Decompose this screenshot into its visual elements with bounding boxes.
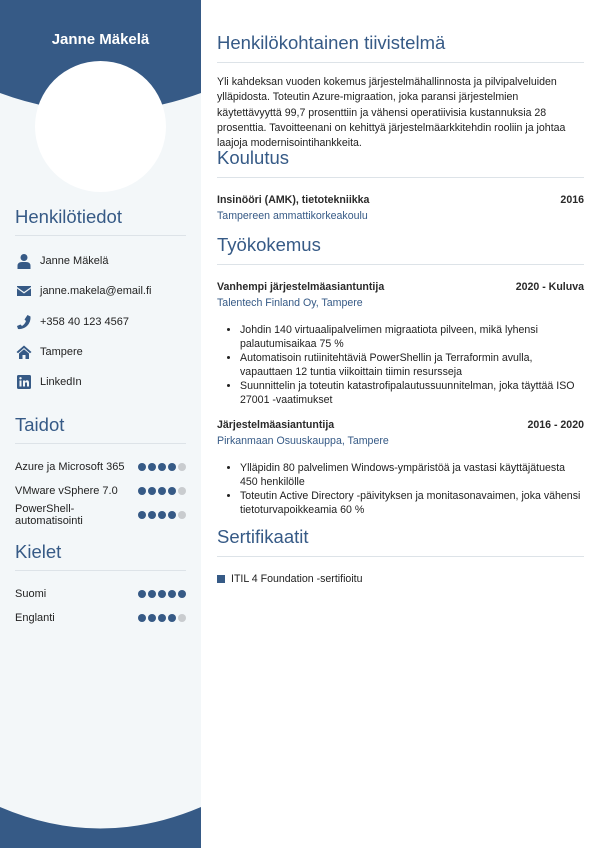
skill-rating [138,463,186,471]
education-title: Koulutus [217,147,584,178]
summary-text: Yli kahdeksan vuoden kokemus järjestelmähallinnosta ja pilvipalveluiden ylläpidosta. Toteutin Azure-migraation, joka paransi järjestelmien käytettävyyttä 99,7 prosenttiin ja vähensi operatiivisia kustannuksia 28 prosenttia. Tavoitteenani on kehittyä järjestelmäarkkitehdin rooliin ja johtaa laajoja modernisointihankkeita. [217,76,566,150]
contact-email[interactable] [15,276,186,306]
contact-linkedin-text[interactable]: LinkedIn [40,376,82,389]
contact-linkedin[interactable] [15,367,186,397]
skills-section [15,414,186,527]
education-school: Tampereen ammattikorkeakoulu [217,210,368,222]
experience-period: 2020 - Kuluva [515,281,584,293]
contact-location [15,337,186,367]
footer-wave-shape [0,790,201,848]
certificate-text: ITIL 4 Foundation -sertifioitu [231,573,363,585]
experience-bullets [217,323,584,407]
languages-section [15,541,186,630]
personal-info-section [15,206,186,397]
skill-rating [138,511,186,519]
phone-icon [15,313,32,330]
skill-label: PowerShell-automatisointi [15,503,83,527]
certificates-title: Sertifikaatit [217,526,584,557]
contact-name [15,246,186,276]
certificates-section [217,526,584,585]
education-year: 2016 [560,194,584,206]
experience-role: Vanhempi järjestelmäasiantuntija [217,281,385,293]
certificate-item [217,573,584,585]
bullet-item: • Ylläpidin 80 palvelimen Windows-ympäristöä ja vastasi käyttäjätuesta 450 henkilölle [240,461,584,489]
square-bullet-icon [217,575,225,583]
education-degree: Insinööri (AMK), tietotekniikka [217,194,370,206]
summary-title: Henkilökohtainen tiivistelmä [217,32,584,63]
contact-phone[interactable] [15,307,186,337]
language-label: Englanti [15,612,55,624]
skill-item [15,479,186,503]
contact-phone-text[interactable]: +358 40 123 4567 [40,315,130,328]
experience-role: Järjestelmäasiantuntija [217,419,335,431]
experience-entry-header [217,281,584,293]
experience-entry-header [217,419,584,431]
education-section [217,147,584,222]
languages-title: Kielet [15,541,186,571]
bullet-item: • Toteutin Active Directory -päivityksen ja monitasonavaimen, joka vähensi tietoturvapoikkeamia 60 % [240,489,584,517]
profile-photo [35,61,166,192]
experience-bullets [217,461,584,517]
bullet-item: • Johdin 140 virtuaalipalvelimen migraatiota pilveen, mikä lyhensi palautumisaikaa 75 % [240,323,584,351]
language-rating [138,590,186,598]
bullet-item: • Automatisoin rutiinitehtäviä PowerShellin ja Terraformin avulla, vapauttaen 12 tuntia viikoittain tiimin resursseja [240,351,584,379]
bullet-item: • Suunnittelin ja toteutin katastrofipalautussuunnitelman, joka täyttää ISO 27001 -vaatimukset [240,379,584,407]
experience-company: Talentech Finland Oy, Tampere [217,297,363,309]
contact-email-text[interactable]: janne.makela@email.fi [40,285,152,298]
experience-period: 2016 - 2020 [527,419,584,431]
skill-item [15,503,186,527]
experience-company: Pirkanmaan Osuuskauppa, Tampere [217,435,389,447]
contact-name-text: Janne Mäkelä [40,255,109,268]
language-label: Suomi [15,588,47,600]
skill-item [15,455,186,479]
language-item [15,606,186,630]
personal-info-title: Henkilötiedot [15,206,186,236]
skill-rating [138,487,186,495]
email-icon [15,283,32,300]
skill-label: VMware vSphere 7.0 [15,485,118,497]
skill-label: Azure ja Microsoft 365 [15,461,125,473]
home-icon [15,344,32,361]
skills-title: Taidot [15,414,186,444]
linkedin-icon [15,374,32,391]
experience-entry [217,281,584,407]
experience-entry [217,419,584,517]
summary-section [217,32,584,151]
candidate-name: Janne Mäkelä [51,31,150,48]
language-rating [138,614,186,622]
experience-section [217,234,584,517]
education-entry-header [217,194,584,206]
person-icon [15,253,32,270]
contact-location-text: Tampere [40,346,83,359]
language-item [15,582,186,606]
sidebar [0,0,201,848]
experience-title: Työkokemus [217,234,584,265]
